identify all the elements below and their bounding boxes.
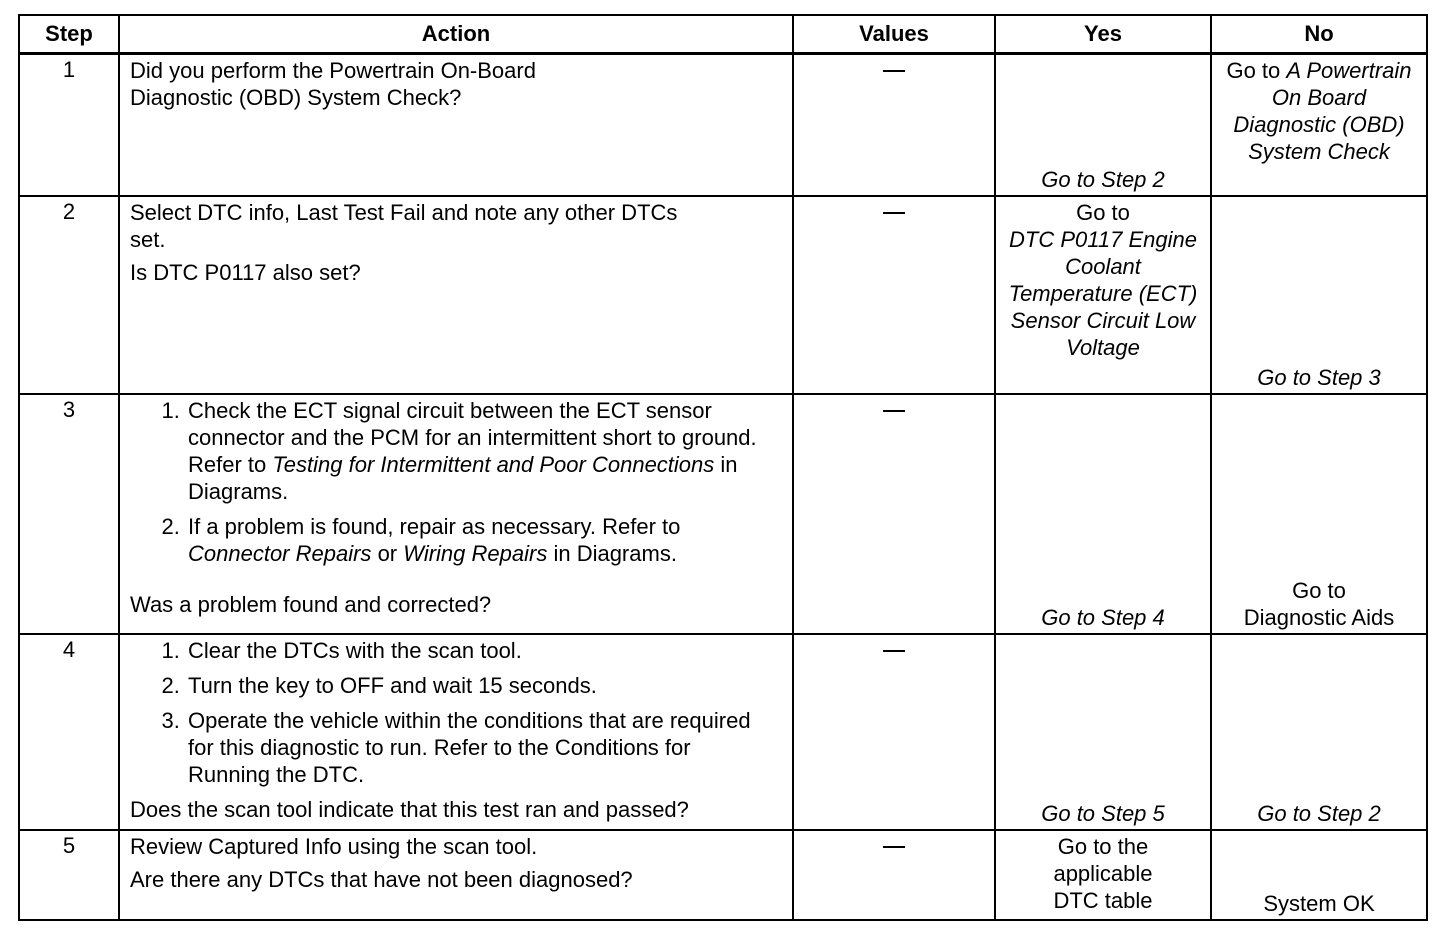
yes-outcome-prefix: Go to (1076, 200, 1130, 225)
header-no: No (1211, 15, 1427, 54)
action-question: Are there any DTCs that have not been diagnosed? (130, 867, 633, 892)
header-yes: Yes (995, 15, 1211, 54)
table-row (19, 634, 1427, 830)
yes-outcome[interactable] (1006, 199, 1200, 361)
no-outcome[interactable]: Go to Step 3 (1257, 365, 1381, 390)
action-cell (119, 394, 793, 634)
action-question: Does the scan tool indicate that this test ran and passed? (130, 797, 689, 822)
action-cell (119, 54, 793, 197)
action-step-link[interactable]: Testing for Intermittent and Poor Connections (272, 452, 715, 477)
yes-outcome-link[interactable]: DTC P0117 Engine Coolant Temperature (ECT) Sensor Circuit Low Voltage (1008, 227, 1198, 360)
step-number: 5 (19, 830, 119, 920)
action-question: Is DTC P0117 also set? (130, 260, 361, 285)
action-step: 2. Turn the key to OFF and wait 15 seconds. (186, 672, 782, 699)
yes-outcome[interactable]: Go to Step 2 (1041, 167, 1165, 192)
action-step-text: If a problem is found, repair as necessary. Refer to (188, 514, 681, 539)
no-outcome-prefix: Go to (1226, 58, 1281, 83)
no-cell (1211, 634, 1427, 830)
action-step-text: or (377, 541, 398, 566)
no-cell (1211, 394, 1427, 634)
action-cell (119, 196, 793, 394)
step-number: 2 (19, 196, 119, 394)
table-row (19, 394, 1427, 634)
values-cell (793, 54, 995, 197)
no-outcome[interactable] (1222, 57, 1416, 165)
yes-outcome[interactable]: Go to the applicable DTC table (1053, 834, 1153, 913)
table-row (19, 54, 1427, 197)
values-dash (883, 650, 905, 652)
action-step-text: in Diagrams. (188, 452, 738, 504)
diagnostic-table (18, 14, 1428, 921)
yes-cell (995, 394, 1211, 634)
action-step-link[interactable]: Wiring Repairs (403, 541, 548, 566)
no-outcome[interactable]: Go to Step 2 (1257, 801, 1381, 826)
yes-cell (995, 54, 1211, 197)
yes-cell (995, 634, 1211, 830)
step-number: 3 (19, 394, 119, 634)
action-step (186, 397, 782, 505)
no-cell (1211, 54, 1427, 197)
action-step: 3. Operate the vehicle within the conditions that are required for this diagnostic to run. Refer to the Conditions for Running the DTC. (186, 707, 782, 788)
header-row (19, 15, 1427, 54)
action-steps (130, 397, 782, 567)
values-cell (793, 830, 995, 920)
yes-outcome[interactable]: Go to Step 5 (1041, 801, 1165, 826)
action-step-text: in Diagrams. (553, 541, 677, 566)
action-step-link[interactable]: Connector Repairs (188, 541, 372, 566)
action-cell (119, 830, 793, 920)
values-cell (793, 196, 995, 394)
action-text: Review Captured Info using the scan tool. (130, 834, 538, 859)
no-outcome-link[interactable]: A Powertrain On Board Diagnostic (OBD) System Check (1233, 58, 1412, 164)
values-cell (793, 394, 995, 634)
values-dash (883, 70, 905, 72)
yes-cell (995, 196, 1211, 394)
action-text: Select DTC info, Last Test Fail and note any other DTCs set. (130, 200, 678, 252)
action-step (186, 513, 782, 567)
yes-outcome[interactable]: Go to Step 4 (1041, 605, 1165, 630)
values-dash (883, 212, 905, 214)
header-step: Step (19, 15, 119, 54)
no-outcome[interactable]: System OK (1263, 891, 1375, 916)
action-text: Did you perform the Powertrain On-Board Diagnostic (OBD) System Check? (130, 58, 536, 110)
values-cell (793, 634, 995, 830)
table-row (19, 196, 1427, 394)
no-cell (1211, 830, 1427, 920)
action-step: 1. Clear the DTCs with the scan tool. (186, 637, 782, 664)
action-question: Was a problem found and corrected? (130, 592, 492, 617)
no-cell (1211, 196, 1427, 394)
yes-cell (995, 830, 1211, 920)
action-cell (119, 634, 793, 830)
header-values: Values (793, 15, 995, 54)
action-step-text: Check the ECT signal circuit between the ECT sensor connector and the PCM for an intermittent short to ground. Refer to (188, 398, 757, 477)
action-steps (130, 637, 782, 788)
no-outcome[interactable]: Go to Diagnostic Aids (1243, 578, 1395, 630)
header-action: Action (119, 15, 793, 54)
step-number: 4 (19, 634, 119, 830)
step-number: 1 (19, 54, 119, 197)
values-dash (883, 410, 905, 412)
table-row (19, 830, 1427, 920)
values-dash (883, 846, 905, 848)
